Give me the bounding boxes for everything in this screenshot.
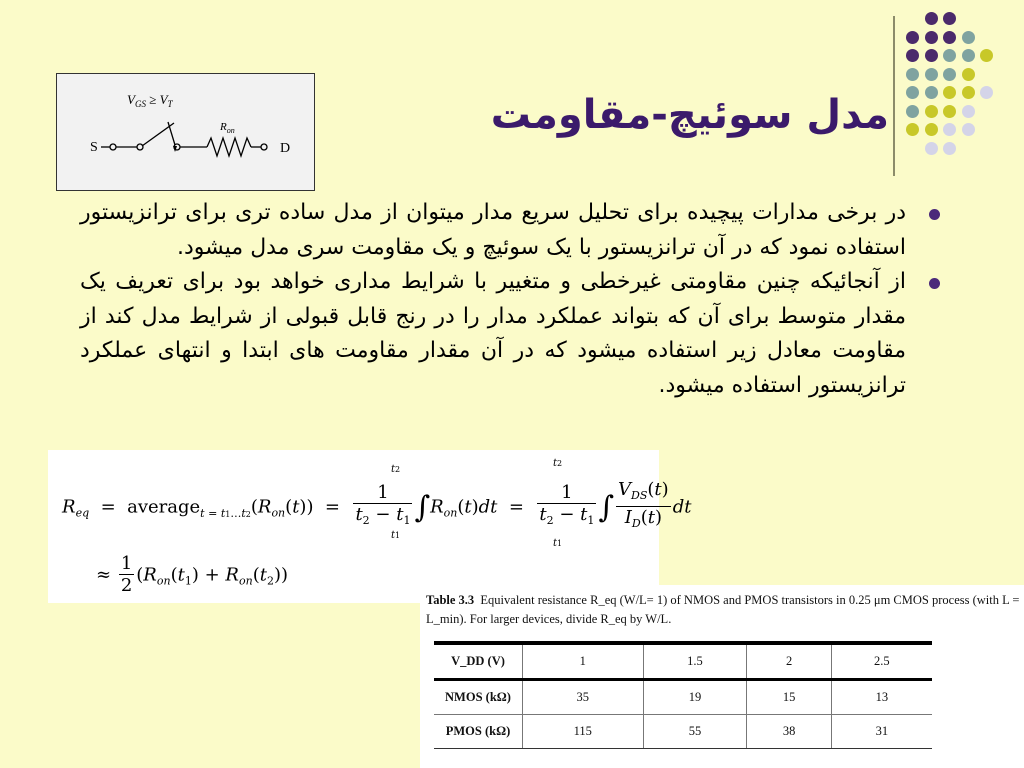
decorative-dot <box>962 105 975 118</box>
resistance-table <box>434 641 932 749</box>
table-caption-label: Table 3.3 <box>426 593 475 607</box>
table-cell: NMOS (kΩ) <box>434 680 523 715</box>
decorative-dot <box>943 31 956 44</box>
integral-lower-limit: t1 <box>553 538 563 549</box>
table-cell: 31 <box>831 715 932 749</box>
source-label: S <box>90 140 98 155</box>
decorative-dot <box>925 105 938 118</box>
resistor-label: $R_{on}$ <box>220 121 235 135</box>
switch-resistor-diagram <box>57 74 314 190</box>
decorative-dot <box>925 142 938 155</box>
decorative-dot <box>943 12 956 25</box>
table-caption-text: Equivalent resistance R_eq (W/L= 1) of NMOS and PMOS transistors in 0.25 μm CMOS process (with L = L_min). For larger devices, divide R_eq by W/L. <box>426 593 1020 626</box>
decorative-dot <box>943 105 956 118</box>
decorative-dot <box>943 68 956 81</box>
decorative-dot <box>906 105 919 118</box>
table-row <box>434 715 932 749</box>
decorative-dot <box>906 123 919 136</box>
table-cell: 115 <box>523 715 644 749</box>
equivalent-resistance-equation: $R_{eq}$ = $average_{t = t1\dots t2}(R_{on}(t))$ = $\frac{1}{t_2 - t_1}$ $\int R_{on}(t)dt$ = $\frac{1}{t_2 - t_1}$ ∫ $\frac{V_{DS}(t)}{I_D(t)}$ dt <box>62 479 692 530</box>
decorative-dot <box>906 86 919 99</box>
decorative-dot <box>962 68 975 81</box>
decorative-dot <box>925 12 938 25</box>
table-header-cell: 1.5 <box>643 643 747 680</box>
decorative-dot-grid <box>906 12 1016 172</box>
bullet-dot-icon <box>929 209 940 220</box>
resistance-table-figure <box>420 585 1024 768</box>
bullet-list <box>80 196 940 403</box>
bullet-text: در برخی مدارات پیچیده برای تحلیل سریع مدار میتوان از مدل ساده تری برای ترانزیستور استفاده نمود که در آن ترانزیستور با یک سوئیچ و یک مقاومت سری مدل میشود. <box>80 200 906 260</box>
bullet-text: از آنجائیکه چنین مقاومتی غیرخطی و متغییر با شرایط مداری خواهد بود برای تعریف یک مقدار متوسط برای آن که بتواند عملکرد مدار را در رنج قابل قبولی از شرایط مدل کند از مقاومت معادل زیر استفاده میشود که در آن مقدار مقاومت های ابتدا و انتهای عملکرد ترانزیستور استفاده میشود. <box>80 269 906 398</box>
bullet-dot-icon <box>929 278 940 289</box>
integral-upper-limit: t2 <box>553 458 563 469</box>
table-header-cell: 2 <box>747 643 831 680</box>
decorative-dot <box>925 86 938 99</box>
table-header-row <box>434 643 932 680</box>
equation-figure <box>48 450 692 603</box>
decorative-dot <box>925 49 938 62</box>
decorative-dot <box>943 142 956 155</box>
table-cell: 35 <box>523 680 644 715</box>
drain-label: D <box>280 141 291 156</box>
switch-model-figure <box>56 73 315 191</box>
decorative-dot <box>925 123 938 136</box>
table-cell: PMOS (kΩ) <box>434 715 523 749</box>
decorative-divider <box>893 16 895 176</box>
decorative-dot <box>943 86 956 99</box>
page-title: مدل سوئیچ-مقاومت <box>490 92 889 138</box>
decorative-dot <box>906 68 919 81</box>
table-cell: 19 <box>643 680 747 715</box>
table-header-cell: 1 <box>523 643 644 680</box>
decorative-dot <box>962 49 975 62</box>
table-cell: 13 <box>831 680 932 715</box>
table-caption <box>426 591 1022 629</box>
decorative-dot <box>925 68 938 81</box>
decorative-dot <box>980 86 993 99</box>
decorative-dot <box>943 123 956 136</box>
bullet-item <box>80 265 940 403</box>
decorative-dot <box>962 86 975 99</box>
table-header-cell: 2.5 <box>831 643 932 680</box>
decorative-dot <box>906 31 919 44</box>
decorative-dot <box>906 49 919 62</box>
decorative-dot <box>962 31 975 44</box>
table-header-cell: V_DD (V) <box>434 643 523 680</box>
table-cell: 55 <box>643 715 747 749</box>
table-row <box>434 680 932 715</box>
decorative-dot <box>943 49 956 62</box>
bullet-item <box>80 196 940 265</box>
gate-condition-label: $V_{GS} \ge V_T$ <box>127 92 173 109</box>
decorative-dot <box>980 49 993 62</box>
integral-upper-limit: t2 <box>391 464 401 475</box>
integral-lower-limit: t1 <box>391 530 401 541</box>
decorative-dot <box>962 123 975 136</box>
decorative-dot <box>925 31 938 44</box>
approximation-equation: ≈ $\frac{1}{2}$ $(R_{on}(t_1) + R_{on}(t_2))$ <box>96 553 288 596</box>
table-cell: 15 <box>747 680 831 715</box>
table-cell: 38 <box>747 715 831 749</box>
average-word: average <box>127 496 201 518</box>
